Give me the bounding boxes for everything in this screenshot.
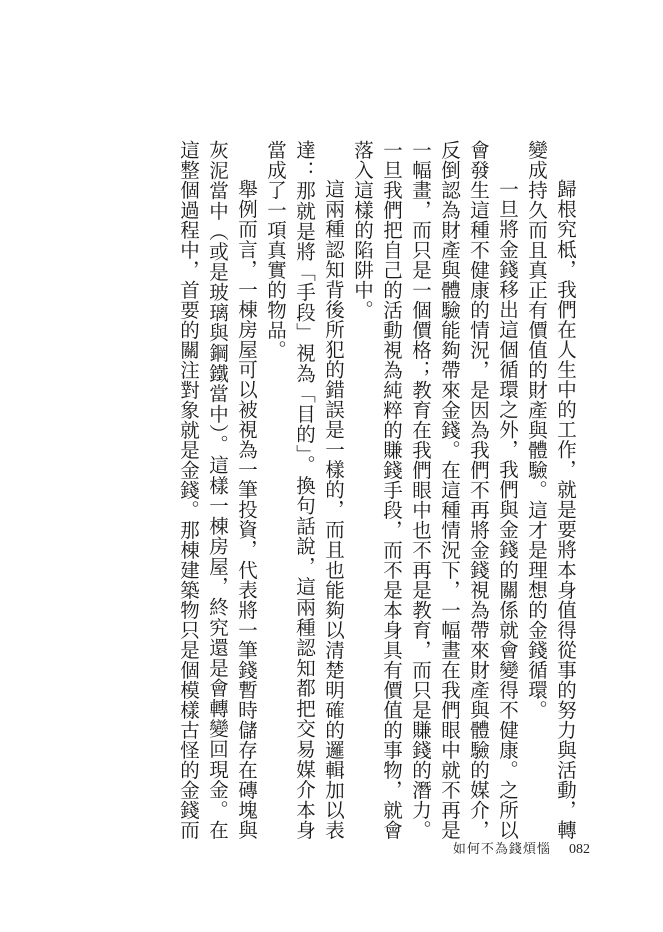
- running-title: 如何不為錢煩惱: [452, 842, 551, 857]
- paragraph-2: 一旦將金錢移出這個循環之外，我們與金錢的關係就會變得不健康。之所以會發生這種不健康的情況，是因為我們不再將金錢視為帶來財產與體驗的媒介，反倒認為財產與體驗能夠帶來金錢。在這種情況下，一幅畫在我們眼中就不再是一幅畫，而只是一個價格；教育在我們眼中也不再是教育，而只是賺錢的潛力。一旦我們把自己的活動視為純粹的賺錢手段，而不是本身具有價值的事物，就會落入這樣的陷阱中。: [351, 140, 519, 840]
- paragraph-4: 舉例而言，一棟房屋可以被視為一筆投資，代表將一筆錢暫時儲存在磚塊與灰泥當中（或是玻璃與鋼鐵當中）。這樣一棟房屋，終究還是會轉變回現金。在這整個過程中，首要的關注對象就是金錢。那棟建築物只是個模樣古怪的金錢而: [177, 140, 258, 840]
- vertical-text-body: [120, 140, 580, 840]
- paragraph-3: 這兩種認知背後所犯的錯誤是一樣的，而且也能夠以清楚明確的邏輯加以表達：那就是將「手段」視為「目的」。換句話說，這兩種認知都把交易媒介本身當成了一項真實的物品。: [264, 140, 345, 840]
- page-footer: [0, 838, 590, 858]
- paragraph-1: 歸根究柢，我們在人生中的工作，就是要將本身值得從事的努力與活動，轉變成持久而且真正有價值的財產與體驗。這才是理想的金錢循環。: [525, 140, 577, 840]
- page-number: 082: [569, 842, 590, 857]
